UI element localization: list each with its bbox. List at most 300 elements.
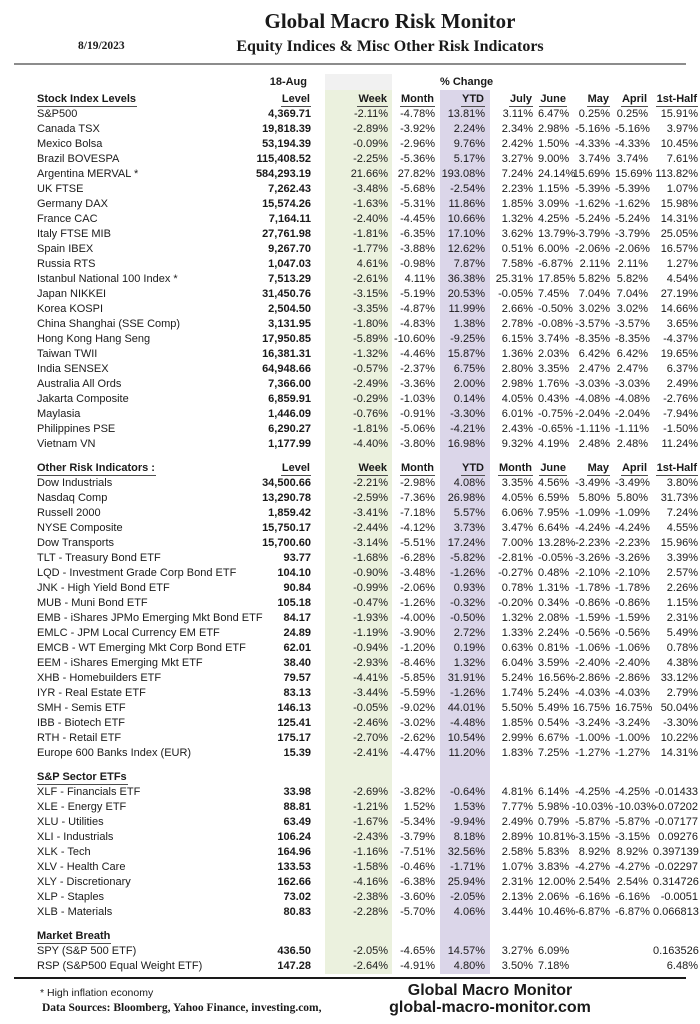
row-label: Dow Industrials	[37, 477, 113, 489]
week-cell: -2.61%	[313, 272, 392, 287]
m5-cell: 2.13%	[501, 891, 533, 903]
m5-cell: 3.44%	[501, 906, 533, 918]
june-cell: 4.25%	[538, 213, 570, 225]
table-date-row	[0, 74, 700, 90]
june-cell: 6.00%	[538, 243, 570, 255]
june-header-cell	[538, 452, 572, 476]
april-cell: -2.40%	[615, 657, 650, 669]
april-cell: -5.16%	[615, 123, 650, 135]
pct-change-label: % Change	[440, 75, 494, 88]
week-cell: -4.41%	[313, 671, 392, 686]
ytd-cell: 3.73%	[440, 521, 490, 536]
month-header-cell	[392, 920, 440, 944]
row-label: NYSE Composite	[37, 522, 123, 534]
month-cell: -10.60%	[394, 333, 435, 345]
m5-cell: 1.83%	[501, 747, 533, 759]
ytd-cell: 10.54%	[440, 731, 490, 746]
m5-cell: 3.27%	[501, 945, 533, 957]
ytd-cell: 2.24%	[440, 122, 490, 137]
june-cell: 5.83%	[538, 846, 570, 858]
may-header-cell	[572, 761, 615, 785]
month-cell: -4.47%	[400, 747, 435, 759]
column-header: June	[540, 462, 566, 474]
spacer-cell	[538, 74, 572, 90]
half-cell: 10.45%	[660, 138, 698, 150]
table-row	[0, 107, 700, 122]
m5-cell: 5.24%	[501, 672, 533, 684]
april-cell: -5.24%	[615, 213, 650, 225]
row-label: Istanbul National 100 Index *	[37, 273, 178, 285]
april-cell: 5.82%	[616, 273, 648, 285]
april-cell: -10.03%	[615, 801, 656, 813]
month-cell: -3.60%	[400, 891, 435, 903]
may-cell: -2.40%	[575, 657, 610, 669]
week-cell: -4.16%	[313, 875, 392, 890]
week-cell: -2.25%	[313, 152, 392, 167]
ytd-cell: 32.56%	[440, 845, 490, 860]
week-cell: -5.89%	[313, 332, 392, 347]
week-cell: -1.93%	[313, 611, 392, 626]
table-row	[0, 746, 700, 761]
row-label: XLP - Staples	[37, 891, 105, 903]
row-label: EMLC - JPM Local Currency EM ETF	[37, 627, 220, 639]
week-cell: -2.41%	[313, 746, 392, 761]
ytd-cell: -3.30%	[440, 407, 490, 422]
june-cell: 2.08%	[538, 612, 570, 624]
month-cell: -1.20%	[400, 642, 435, 654]
may-cell: -8.35%	[575, 333, 610, 345]
level-cell: 34,500.66	[262, 477, 311, 489]
month-header-cell	[392, 761, 440, 785]
month-cell: -2.06%	[400, 582, 435, 594]
row-label: China Shanghai (SSE Comp)	[37, 318, 181, 330]
ytd-cell: 4.08%	[440, 476, 490, 491]
level-cell: 31,450.76	[262, 288, 311, 300]
table-row	[0, 506, 700, 521]
table-row	[0, 890, 700, 905]
june-cell: 6.67%	[538, 732, 570, 744]
month-cell: -1.03%	[400, 393, 435, 405]
row-label: Europe 600 Banks Index (EUR)	[37, 747, 192, 759]
column-header: April	[621, 462, 647, 474]
level-cell: 15,574.26	[262, 198, 311, 210]
half-cell: 6.37%	[666, 363, 698, 375]
column-header: July	[509, 93, 532, 105]
week-cell: -2.40%	[313, 212, 392, 227]
row-label: Hong Kong Hang Seng	[37, 333, 151, 345]
row-label: Dow Transports	[37, 537, 115, 549]
june-cell: 3.35%	[538, 363, 570, 375]
section-label: Other Risk Indicators :	[37, 462, 155, 474]
half-cell: 14.31%	[660, 747, 698, 759]
level-cell: 6,859.91	[268, 393, 311, 405]
spacer-cell	[615, 74, 653, 90]
table-row	[0, 731, 700, 746]
week-header-cell	[313, 761, 392, 785]
week-cell: -1.80%	[313, 317, 392, 332]
april-cell: -5.39%	[615, 183, 650, 195]
m5-cell: 25.31%	[495, 273, 533, 285]
half-cell: 0.314726	[653, 876, 699, 888]
row-label: XLI - Industrials	[37, 831, 114, 843]
table-row	[0, 227, 700, 242]
half-cell: 3.65%	[666, 318, 698, 330]
level-cell: 13,290.78	[262, 492, 311, 504]
half-cell: 27.19%	[660, 288, 698, 300]
april-cell: -3.24%	[615, 717, 650, 729]
half-header-cell	[653, 920, 700, 944]
half-cell: -0.07202	[654, 801, 698, 813]
month-cell: -7.18%	[400, 507, 435, 519]
june-cell: 0.43%	[538, 393, 570, 405]
level-cell: 146.13	[277, 702, 311, 714]
ytd-cell: 6.75%	[440, 362, 490, 377]
april-cell: -8.35%	[615, 333, 650, 345]
week-cell: -0.76%	[313, 407, 392, 422]
column-header: YTD	[462, 462, 484, 474]
table-row	[0, 959, 700, 974]
week-cell: -2.59%	[313, 491, 392, 506]
ytd-cell: -2.05%	[440, 890, 490, 905]
may-cell: 2.54%	[578, 876, 610, 888]
level-cell: 63.49	[283, 816, 311, 828]
level-cell: 15,750.17	[262, 522, 311, 534]
header-divider	[14, 63, 686, 65]
column-header: May	[587, 462, 609, 474]
month-cell: -4.12%	[400, 522, 435, 534]
table-row	[0, 566, 700, 581]
m5-cell: 4.05%	[501, 492, 533, 504]
april-cell: 8.92%	[616, 846, 648, 858]
week-cell: -3.44%	[313, 686, 392, 701]
ytd-header-cell	[440, 920, 490, 944]
level-cell: 33.98	[283, 786, 311, 798]
brand-url: global-macro-monitor.com	[389, 999, 591, 1016]
may-cell: -5.87%	[575, 816, 610, 828]
level-header-cell	[231, 920, 313, 944]
april-cell: -1.09%	[615, 507, 650, 519]
april-cell: 16.75%	[615, 702, 653, 714]
month-cell: -3.36%	[400, 378, 435, 390]
row-label: France CAC	[37, 213, 98, 225]
june-cell: 3.83%	[538, 861, 570, 873]
week-cell: -1.16%	[313, 845, 392, 860]
report-date: 8/19/2023	[78, 40, 125, 52]
row-label: MUB - Muni Bond ETF	[37, 597, 148, 609]
spacer-cell	[0, 74, 231, 90]
april-cell: -2.10%	[615, 567, 650, 579]
week-header-cell	[313, 920, 392, 944]
may-cell	[572, 959, 615, 974]
april-cell: -1.06%	[615, 642, 650, 654]
june-cell: 4.56%	[538, 477, 570, 489]
row-label: RSP (S&P500 Equal Weight ETF)	[37, 960, 203, 972]
june-cell: 5.98%	[538, 801, 570, 813]
may-cell: -3.15%	[575, 831, 610, 843]
half-cell: -1.50%	[663, 423, 698, 435]
may-cell: -4.03%	[575, 687, 610, 699]
may-cell: -0.86%	[575, 597, 610, 609]
june-cell: 7.25%	[538, 747, 570, 759]
row-label: EEM - iShares Emerging Mkt ETF	[37, 657, 203, 669]
april-cell: -4.33%	[615, 138, 650, 150]
may-cell: -1.09%	[575, 507, 610, 519]
table-row	[0, 242, 700, 257]
month-cell: -3.88%	[400, 243, 435, 255]
brand-block	[375, 982, 605, 1016]
m5-cell: 2.49%	[501, 816, 533, 828]
level-cell: 80.83	[283, 906, 311, 918]
month-cell: -5.34%	[400, 816, 435, 828]
column-header: Month	[499, 462, 532, 474]
may-cell: -3.24%	[575, 717, 610, 729]
row-label: SMH - Semis ETF	[37, 702, 126, 714]
week-cell: -2.43%	[313, 830, 392, 845]
m5-cell: 2.31%	[501, 876, 533, 888]
ytd-cell: 25.94%	[440, 875, 490, 890]
april-cell: -3.79%	[615, 228, 650, 240]
level-cell: 4,369.71	[268, 108, 311, 120]
m5-cell: 2.66%	[501, 303, 533, 315]
row-label: XLF - Financials ETF	[37, 786, 141, 798]
ytd-cell: 9.76%	[440, 137, 490, 152]
week-cell: -1.81%	[313, 422, 392, 437]
table-row	[0, 860, 700, 875]
m5-cell: 2.34%	[501, 123, 533, 135]
week-cell: -3.14%	[313, 536, 392, 551]
half-cell: 7.24%	[666, 507, 698, 519]
may-cell: 6.42%	[578, 348, 610, 360]
month-cell: -5.31%	[400, 198, 435, 210]
june-cell: 6.47%	[538, 108, 570, 120]
spacer-cell	[653, 74, 700, 90]
level-cell: 1,446.09	[268, 408, 311, 420]
ytd-cell: 44.01%	[440, 701, 490, 716]
month-cell: -3.80%	[400, 438, 435, 450]
april-cell: -5.87%	[615, 816, 650, 828]
week-cell: -3.41%	[313, 506, 392, 521]
section-label-cell	[0, 452, 231, 476]
table-row	[0, 701, 700, 716]
m5-cell: 6.01%	[501, 408, 533, 420]
row-label: SPY (S&P 500 ETF)	[37, 945, 137, 957]
may-cell: -3.79%	[575, 228, 610, 240]
may-cell: -6.87%	[575, 906, 610, 918]
table-row	[0, 944, 700, 959]
level-cell: 1,177.99	[268, 438, 311, 450]
month-cell: -3.48%	[400, 567, 435, 579]
row-label: TLT - Treasury Bond ETF	[37, 552, 161, 564]
row-label: EMB - iShares JPMo Emerging Mkt Bond ETF	[37, 612, 263, 624]
april-cell: -3.03%	[615, 378, 650, 390]
week-cell: -0.90%	[313, 566, 392, 581]
section-label: Market Breath	[37, 930, 111, 942]
m5-cell: 6.15%	[501, 333, 533, 345]
column-header: Month	[401, 93, 434, 105]
june-cell: 7.45%	[538, 288, 570, 300]
month-cell: 27.82%	[397, 168, 435, 180]
june-cell: 3.09%	[538, 198, 570, 210]
month-cell: -5.59%	[400, 687, 435, 699]
month-cell: -2.62%	[400, 732, 435, 744]
week-cell: -0.09%	[313, 137, 392, 152]
m5-cell: 5.50%	[501, 702, 533, 714]
ytd-cell: 5.17%	[440, 152, 490, 167]
april-cell: 2.48%	[616, 438, 648, 450]
half-cell: 15.91%	[660, 108, 698, 120]
table-row	[0, 287, 700, 302]
june-cell: 1.76%	[538, 378, 570, 390]
week-band-top-cell	[313, 74, 392, 90]
report-header	[0, 0, 700, 63]
june-cell: 1.31%	[538, 582, 570, 594]
april-cell: -2.06%	[615, 243, 650, 255]
june-cell: 24.14%	[538, 168, 576, 180]
m5-cell: 6.04%	[501, 657, 533, 669]
week-cell: -0.99%	[313, 581, 392, 596]
table-row	[0, 686, 700, 701]
half-cell: 0.163526	[653, 945, 699, 957]
ytd-cell: -0.32%	[440, 596, 490, 611]
section-label-cell	[0, 90, 231, 107]
half-cell: -7.94%	[663, 408, 698, 420]
june-cell: 1.15%	[538, 183, 570, 195]
level-cell: 90.84	[283, 582, 311, 594]
may-cell: -4.27%	[575, 861, 610, 873]
half-cell: 0.09276	[658, 831, 698, 843]
month-cell: -6.28%	[400, 552, 435, 564]
column-header: Level	[281, 462, 310, 474]
m5-cell: 1.33%	[501, 627, 533, 639]
ytd-cell: 0.19%	[440, 641, 490, 656]
april-cell: -4.08%	[615, 393, 650, 405]
m5-cell: 3.27%	[501, 153, 533, 165]
half-cell: 33.12%	[660, 672, 698, 684]
week-cell: -2.21%	[313, 476, 392, 491]
may-cell	[572, 944, 615, 959]
april-cell: -1.62%	[615, 198, 650, 210]
april-cell: 2.54%	[616, 876, 648, 888]
april-cell: -0.86%	[615, 597, 650, 609]
week-cell: -2.69%	[313, 785, 392, 800]
level-cell: 7,513.29	[268, 273, 311, 285]
june-cell: 3.59%	[538, 657, 570, 669]
april-cell: -4.24%	[615, 522, 650, 534]
row-label: Germany DAX	[37, 198, 108, 210]
half-cell: 5.49%	[666, 627, 698, 639]
level-cell: 133.53	[277, 861, 311, 873]
m5-cell: 0.51%	[501, 243, 533, 255]
may-cell: -1.59%	[575, 612, 610, 624]
ytd-cell: 17.24%	[440, 536, 490, 551]
table-row	[0, 656, 700, 671]
level-cell: 27,761.98	[262, 228, 311, 240]
m5-cell: 3.35%	[501, 477, 533, 489]
m5-header-cell	[490, 90, 538, 107]
month-cell: -0.98%	[400, 258, 435, 270]
month-cell: -4.00%	[400, 612, 435, 624]
ytd-cell: 1.53%	[440, 800, 490, 815]
week-cell: -1.58%	[313, 860, 392, 875]
spacer-cell	[490, 74, 538, 90]
half-cell: 2.57%	[666, 567, 698, 579]
ytd-cell: -5.82%	[440, 551, 490, 566]
half-cell: 2.79%	[666, 687, 698, 699]
june-cell: 5.24%	[538, 687, 570, 699]
ytd-cell: -0.64%	[440, 785, 490, 800]
week-cell: -2.05%	[313, 944, 392, 959]
level-cell: 115,408.52	[256, 153, 311, 165]
level-cell: 164.96	[277, 846, 311, 858]
month-cell: -5.19%	[400, 288, 435, 300]
half-cell: 15.98%	[660, 198, 698, 210]
june-header-cell	[538, 761, 572, 785]
ytd-header-cell	[440, 90, 490, 107]
level-header-cell	[231, 761, 313, 785]
june-cell: 9.00%	[538, 153, 570, 165]
m5-cell: 1.85%	[501, 717, 533, 729]
half-cell: -0.0051	[660, 891, 698, 903]
ytd-cell: 7.87%	[440, 257, 490, 272]
table-row	[0, 815, 700, 830]
m5-cell: 2.99%	[501, 732, 533, 744]
month-cell: -4.91%	[400, 960, 435, 972]
ytd-cell: -4.21%	[440, 422, 490, 437]
m5-cell: 2.43%	[501, 423, 533, 435]
april-cell: 5.80%	[616, 492, 648, 504]
row-label: XLK - Tech	[37, 846, 91, 858]
half-cell: 4.54%	[666, 273, 698, 285]
level-cell: 79.57	[283, 672, 311, 684]
level-cell: 53,194.39	[262, 138, 311, 150]
table-body	[0, 90, 700, 974]
table-row	[0, 392, 700, 407]
april-cell: 3.74%	[616, 153, 648, 165]
may-cell: 16.75%	[572, 702, 610, 714]
m5-cell: -0.20%	[498, 597, 533, 609]
half-cell: 4.38%	[666, 657, 698, 669]
m5-cell: 1.07%	[501, 861, 533, 873]
may-cell: 0.25%	[578, 108, 610, 120]
may-cell: 2.48%	[578, 438, 610, 450]
may-cell: -5.39%	[575, 183, 610, 195]
row-label: UK FTSE	[37, 183, 84, 195]
level-cell: 1,047.03	[268, 258, 311, 270]
m5-cell: 0.63%	[501, 642, 533, 654]
column-header: Week	[358, 93, 387, 105]
week-cell: -2.28%	[313, 905, 392, 920]
may-cell: -4.08%	[575, 393, 610, 405]
row-label: Nasdaq Comp	[37, 492, 108, 504]
month-cell: 1.52%	[403, 801, 435, 813]
row-label: Russell 2000	[37, 507, 101, 519]
april-cell: 3.02%	[616, 303, 648, 315]
may-cell: 5.80%	[578, 492, 610, 504]
june-cell: 6.09%	[538, 945, 570, 957]
table-row	[0, 800, 700, 815]
column-header: May	[587, 93, 609, 105]
ytd-cell: 15.87%	[440, 347, 490, 362]
page-subtitle: Equity Indices & Misc Other Risk Indicators	[236, 38, 544, 55]
row-label: Spain IBEX	[37, 243, 94, 255]
june-cell: 2.06%	[538, 891, 570, 903]
level-cell: 19,818.39	[262, 123, 311, 135]
m5-cell: 3.62%	[501, 228, 533, 240]
april-cell: -3.15%	[615, 831, 650, 843]
april-cell: -2.04%	[615, 408, 650, 420]
half-cell: 15.96%	[660, 537, 698, 549]
row-label: Brazil BOVESPA	[37, 153, 120, 165]
